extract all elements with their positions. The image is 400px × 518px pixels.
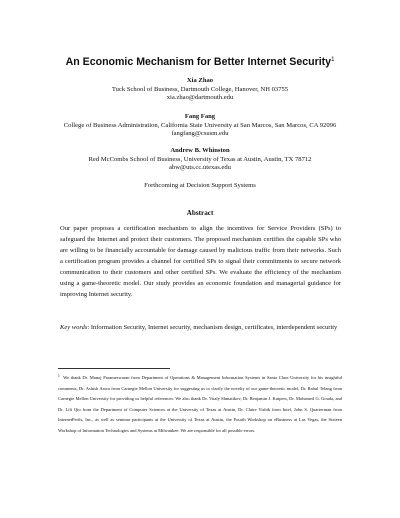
- author-affiliation: Red McCombs School of Business, University of Texas at Austin, Austin, TX 78712: [88, 155, 312, 163]
- title-text: An Economic Mechanism for Better Internet Security: [65, 56, 332, 68]
- author-affiliation: Tuck School of Business, Dartmouth College, Hanover, NH 03755: [111, 85, 289, 93]
- footnote-mark: 1: [58, 374, 60, 378]
- keywords-label: Key words: [60, 324, 88, 331]
- title-footnote-mark: 1: [331, 57, 335, 63]
- author-affiliation: College of Business Administration, California State University at San Marcos, San Marcos, CA 92096: [63, 121, 337, 129]
- author-name: Andrew B. Whinston: [170, 147, 230, 154]
- footnote-text: We thank Dr. Manoj Parameswaran from Department of Operations & Management Information Systems in Santa Clara University for his insightful comments, Dr. Ashish Arora from Carnegie Mellon University for suggesting us to clarify the novelty of our game-theoretic model, Dr. Rahul Telang from Carnegie Mellon University for providing us helpful references. We also thank Dr. Vitaly Shmatikov, Dr. Benjamin J. Kuipers, Dr. Mohamed G. Gouda, and Dr. Lili Qiu from the Department of Computer Sciences at the University of Texas at Austin, Dr. Claire Vishik from Intel, John S. Quarterman from InternetPerils, Inc., as well as seminar participants at the University of Texas at Austin, the Fourth Workshop on eBusiness at Las Vegas, the Sixteen Workshop of Information Technologies and Systems at Milwaukee. We are responsible for all possible errors.: [58, 375, 343, 433]
- footnote: [58, 371, 342, 436]
- abstract-text: Our paper proposes a certification mechanism to align the incentives for Service Providers (SPs) to safeguard the Internet and protect their customers. The proposed mechanism certifies the capable SPs who are willing to be financially accountable for damage caused by malicious traffic from their networks. Such a certification program provides a channel for certified SPs to signal their commitments to secure network communication to their customers and other certified SPs. We evaluate the efficiency of the mechanism using a game-theoretic model. Our study provides an economic foundation and managerial guidance for improving Internet security.: [60, 225, 341, 298]
- author-block-2: [0, 113, 400, 139]
- author-name: Xia Zhao: [186, 77, 214, 84]
- paper-title: [0, 54, 400, 68]
- footnote-rule: [58, 368, 170, 369]
- author-email: xia.zhao@dartmouth.edu: [166, 94, 234, 102]
- publication-status: Forthcoming at Decision Support Systems: [144, 182, 256, 189]
- author-email: abw@uts.cc.utexas.edu: [169, 164, 231, 172]
- keywords: [60, 322, 341, 333]
- author-email: fangfang@csusm.edu: [171, 130, 229, 138]
- keywords-text: : Information Security, Internet security, mechanism design, certificates, interdependent security: [87, 324, 338, 331]
- abstract-heading: Abstract: [186, 209, 214, 217]
- author-name: Fang Fang: [184, 113, 216, 120]
- author-block-1: [0, 77, 400, 103]
- author-block-3: [0, 147, 400, 173]
